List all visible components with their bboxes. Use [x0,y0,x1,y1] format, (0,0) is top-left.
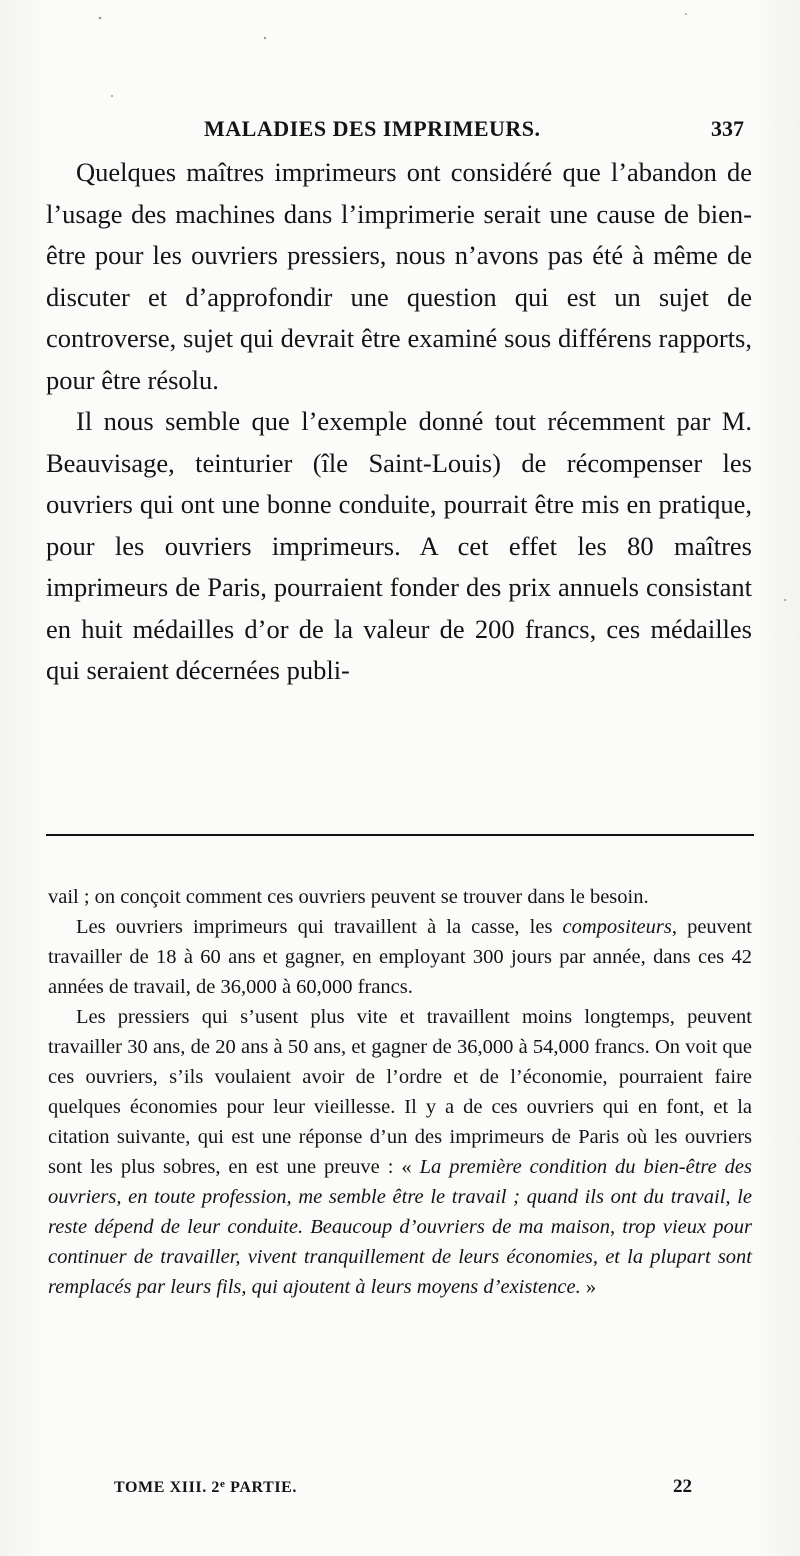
paper-speck [784,599,786,601]
paper-speck [685,13,687,15]
main-text [46,152,752,692]
paragraph-2: Il nous semble que l’exemple donné tout récemment par M. Beauvisage, teinturier (île Saint-Louis) de récompenser les ouvriers qui ont une bonne conduite, pourrait être mis en pratique, pour les ouvriers imprimeurs. A cet effet les 80 maîtres imprimeurs de Paris, pourraient fonder des prix annuels consistant en huit médailles d’or de la valeur de 200 francs, ces médailles qui seraient décernées publi- [46,406,752,685]
footnote-text: Les pressiers qui s’usent plus vite et travaillent moins longtemps, peuvent travailler 30 ans, de 20 ans à 50 ans, et gagner de 36,000 à 54,000 francs. On voit que ces ouvriers, s’ils voulaient avoir de l’ordre et de l’économie, pourraient faire quelques économies pour leur vieillesse. Il y a de ces ouvriers qui en font, et la citation suivante, qui est une réponse d’un des imprimeurs de Paris où les ouvriers sont les plus sobres, en est une preuve : « [48,1006,752,1178]
footnote-text: Les ouvriers imprimeurs qui travaillent à la casse, les [76,916,563,938]
running-head [46,116,754,146]
signature-mark [114,1478,297,1497]
paragraph-1: Quelques maîtres imprimeurs ont considéré que l’abandon de l’usage des machines dans l’imprimerie serait une cause de bien-être pour les ouvriers pressiers, nous n’avons pas été à même de discuter et d’approfondir une question qui est un sujet de controverse, sujet qui devrait être examiné sous différens rapports, pour être résolu. [46,157,752,395]
paper-speck [111,95,113,97]
footnote-text: , peuvent travailler de 18 à 60 ans et gagner, en employant 300 jours par année, dans ces 42 années de travail, de 36,000 à 60,000 francs. [48,916,752,998]
paper-speck [264,37,266,39]
signature-text: TOME XIII. 2 [114,1479,221,1496]
footnote-rule [46,834,754,836]
sheet-number: 22 [673,1476,692,1497]
footnote-paragraph-1 [48,912,752,1002]
footnotes [48,882,752,1302]
footnote-continuation: vail ; on conçoit comment ces ouvriers peuvent se trouver dans le besoin. [48,886,649,908]
footnote-paragraph-2 [48,1002,752,1302]
signature-superscript: e [220,1478,226,1490]
running-title: MALADIES DES IMPRIMEURS. [204,116,541,141]
page-number: 337 [711,116,744,141]
footnote-quotation: La première condition du bien-être des ouvriers, en toute profession, me semble être le travail ; quand ils ont du travail, le reste dépend de leur conduite. Beaucoup d’ouvriers de ma maison, trop vieux pour continuer de travailler, vivent tranquillement de leurs économies, et la plupart sont remplacés par leurs fils, qui ajoutent à leurs moyens d’existence. [48,1156,752,1298]
footnote-text: » [580,1276,597,1298]
signature-line [114,1478,700,1506]
paper-speck [99,17,102,20]
footnote-italic-term: compositeurs [562,916,672,938]
signature-text: PARTIE. [225,1479,298,1496]
